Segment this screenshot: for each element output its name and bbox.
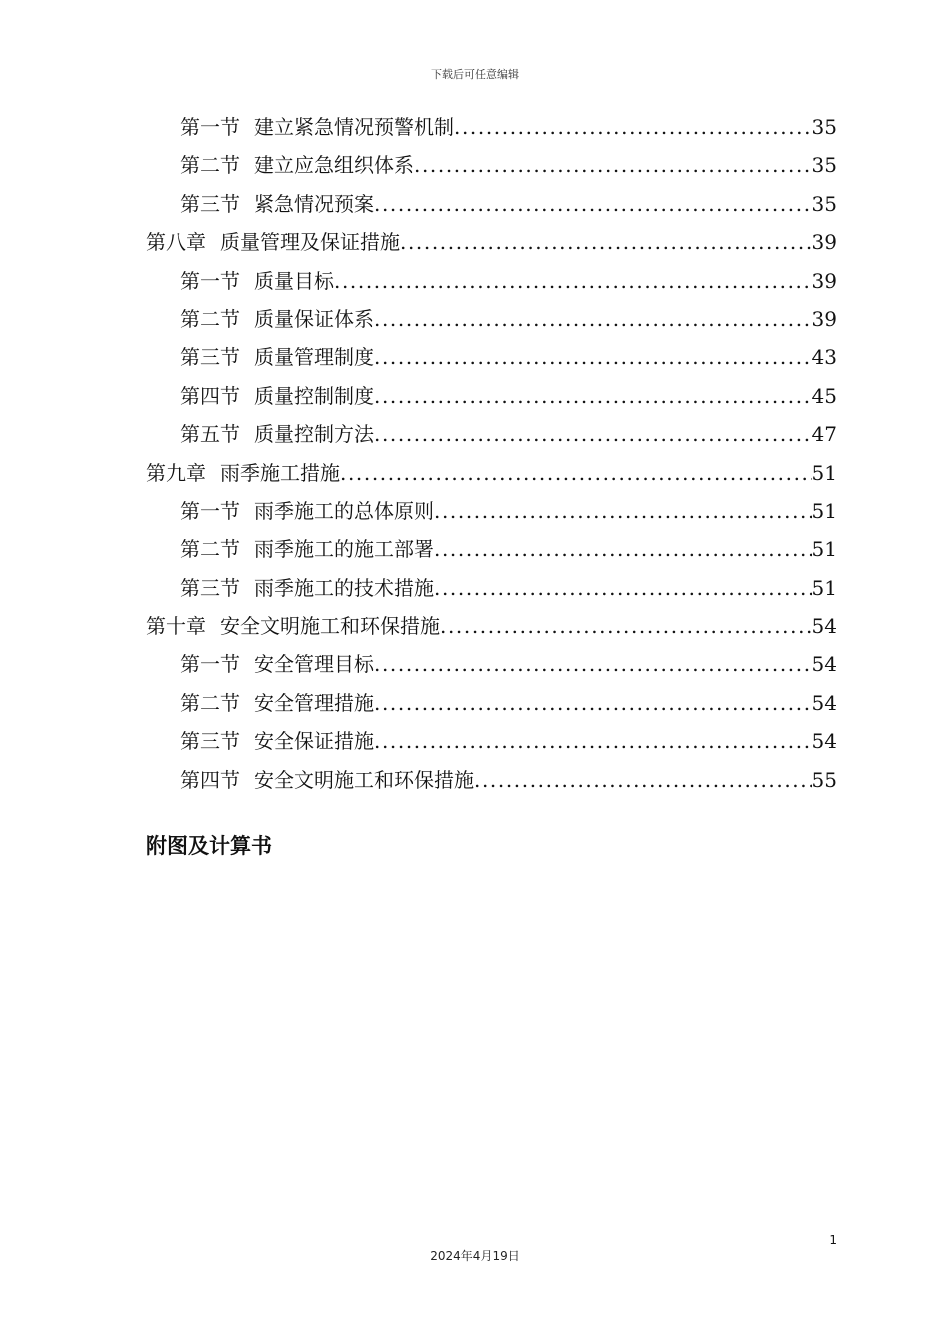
toc-entry-number: 第一节 [180, 115, 240, 139]
toc-entry-label [180, 108, 454, 146]
toc-leader-dots [474, 761, 812, 799]
toc-entry-number: 第二节 [180, 537, 240, 562]
toc-entry-title: 质量目标 [254, 268, 334, 293]
toc-entry-title: 安全管理措施 [254, 690, 374, 715]
toc-entry-page: 51 [811, 575, 837, 600]
toc-entry-number: 第五节 [180, 422, 240, 447]
toc-entry-title: 安全管理目标 [254, 652, 374, 677]
toc-entry-number: 第三节 [180, 191, 240, 216]
toc-leader-dots [434, 569, 812, 607]
toc-entry[interactable] [146, 415, 837, 453]
toc-entry[interactable] [146, 607, 837, 645]
toc-entry-title: 安全文明施工和环保措施 [220, 614, 440, 639]
page-header: 下载后可任意编辑 [431, 68, 519, 81]
toc-entry-page: 39 [811, 230, 837, 255]
toc-leader-dots [374, 338, 812, 376]
toc-leader-dots [400, 223, 812, 261]
toc-entry-label [180, 300, 374, 338]
toc-entry-label [180, 185, 374, 223]
toc-entry-page: 45 [811, 383, 837, 408]
toc-entry-number: 第四节 [180, 383, 240, 408]
toc-entry-label [180, 338, 374, 376]
toc-entry-label [180, 761, 474, 799]
toc-entry[interactable] [146, 569, 837, 607]
toc-entry-number: 第一节 [180, 268, 240, 293]
toc-entry-page: 35 [811, 191, 837, 216]
table-of-contents [146, 108, 837, 799]
toc-entry-title: 质量管理及保证措施 [220, 230, 400, 255]
toc-entry-label [180, 377, 374, 415]
toc-entry-label [146, 454, 340, 492]
toc-entry-label [180, 262, 334, 300]
toc-leader-dots [374, 415, 812, 453]
toc-entry-number: 第九章 [146, 460, 206, 485]
toc-entry-number: 第三节 [180, 729, 240, 754]
toc-entry[interactable] [146, 454, 837, 492]
toc-entry[interactable] [146, 645, 837, 683]
toc-leader-dots [374, 645, 812, 683]
toc-entry-title: 雨季施工的技术措施 [254, 575, 434, 600]
toc-entry-number: 第三节 [180, 345, 240, 370]
toc-entry-page: 47 [811, 422, 837, 447]
appendix-heading: 附图及计算书 [146, 834, 272, 858]
toc-entry[interactable] [146, 223, 837, 261]
toc-entry-title: 建立应急组织体系 [254, 153, 414, 178]
toc-entry-label [180, 684, 374, 722]
toc-entry[interactable] [146, 530, 837, 568]
toc-entry-title: 安全保证措施 [254, 729, 374, 754]
toc-entry-number: 第一节 [180, 652, 240, 677]
toc-entry-label [146, 607, 440, 645]
toc-leader-dots [434, 530, 812, 568]
toc-leader-dots [440, 607, 812, 645]
toc-leader-dots [434, 492, 812, 530]
toc-entry-page: 54 [811, 614, 837, 639]
toc-leader-dots [374, 684, 812, 722]
toc-entry[interactable] [146, 262, 837, 300]
toc-leader-dots [374, 300, 812, 338]
footer-date: 2024年4月19日 [430, 1249, 520, 1263]
toc-leader-dots [454, 108, 812, 146]
toc-entry[interactable] [146, 146, 837, 184]
page-number: 1 [829, 1233, 837, 1247]
toc-entry-page: 35 [811, 153, 837, 178]
toc-entry-label [180, 722, 374, 760]
toc-entry[interactable] [146, 377, 837, 415]
toc-entry-number: 第二节 [180, 306, 240, 331]
toc-entry-number: 第二节 [180, 153, 240, 178]
toc-entry-title: 紧急情况预案 [254, 191, 374, 216]
toc-entry-title: 质量管理制度 [254, 345, 374, 370]
toc-entry[interactable] [146, 300, 837, 338]
toc-entry-title: 安全文明施工和环保措施 [254, 767, 474, 792]
toc-entry-page: 51 [811, 537, 837, 562]
toc-entry-title: 雨季施工的施工部署 [254, 537, 434, 562]
toc-entry-page: 54 [811, 729, 837, 754]
toc-entry-title: 质量控制方法 [254, 422, 374, 447]
toc-entry-label [180, 569, 434, 607]
toc-entry-title: 质量保证体系 [254, 306, 374, 331]
toc-leader-dots [374, 377, 812, 415]
toc-entry-label [180, 415, 374, 453]
toc-entry-page: 43 [811, 345, 837, 370]
toc-entry-number: 第三节 [180, 575, 240, 600]
toc-entry-page: 54 [811, 652, 837, 677]
toc-leader-dots [374, 722, 812, 760]
toc-entry-label [180, 492, 434, 530]
toc-entry-number: 第二节 [180, 690, 240, 715]
toc-entry-title: 雨季施工的总体原则 [254, 498, 434, 523]
toc-entry-number: 第十章 [146, 614, 206, 639]
toc-leader-dots [340, 454, 812, 492]
toc-entry-number: 第八章 [146, 230, 206, 255]
toc-entry[interactable] [146, 684, 837, 722]
toc-entry-label [180, 645, 374, 683]
toc-entry-number: 第一节 [180, 498, 240, 523]
toc-entry-title: 雨季施工措施 [220, 460, 340, 485]
toc-entry[interactable] [146, 722, 837, 760]
toc-entry-number: 第四节 [180, 767, 240, 792]
toc-entry-page: 51 [811, 498, 837, 523]
toc-entry-label [180, 530, 434, 568]
toc-entry[interactable] [146, 338, 837, 376]
toc-entry-label [146, 223, 400, 261]
toc-entry-title: 建立紧急情况预警机制 [254, 115, 454, 139]
toc-entry-label [180, 146, 414, 184]
toc-entry-page: 55 [811, 767, 837, 792]
toc-leader-dots [414, 146, 812, 184]
toc-entry-page: 35 [811, 115, 837, 139]
toc-entry[interactable] [146, 108, 837, 146]
toc-entry-page: 54 [811, 690, 837, 715]
toc-entry[interactable] [146, 492, 837, 530]
toc-leader-dots [334, 262, 812, 300]
toc-entry-page: 39 [811, 306, 837, 331]
toc-entry-page: 51 [811, 460, 837, 485]
toc-leader-dots [374, 185, 812, 223]
toc-entry-page: 39 [811, 268, 837, 293]
toc-entry[interactable] [146, 761, 837, 799]
toc-entry[interactable] [146, 185, 837, 223]
toc-entry-title: 质量控制制度 [254, 383, 374, 408]
